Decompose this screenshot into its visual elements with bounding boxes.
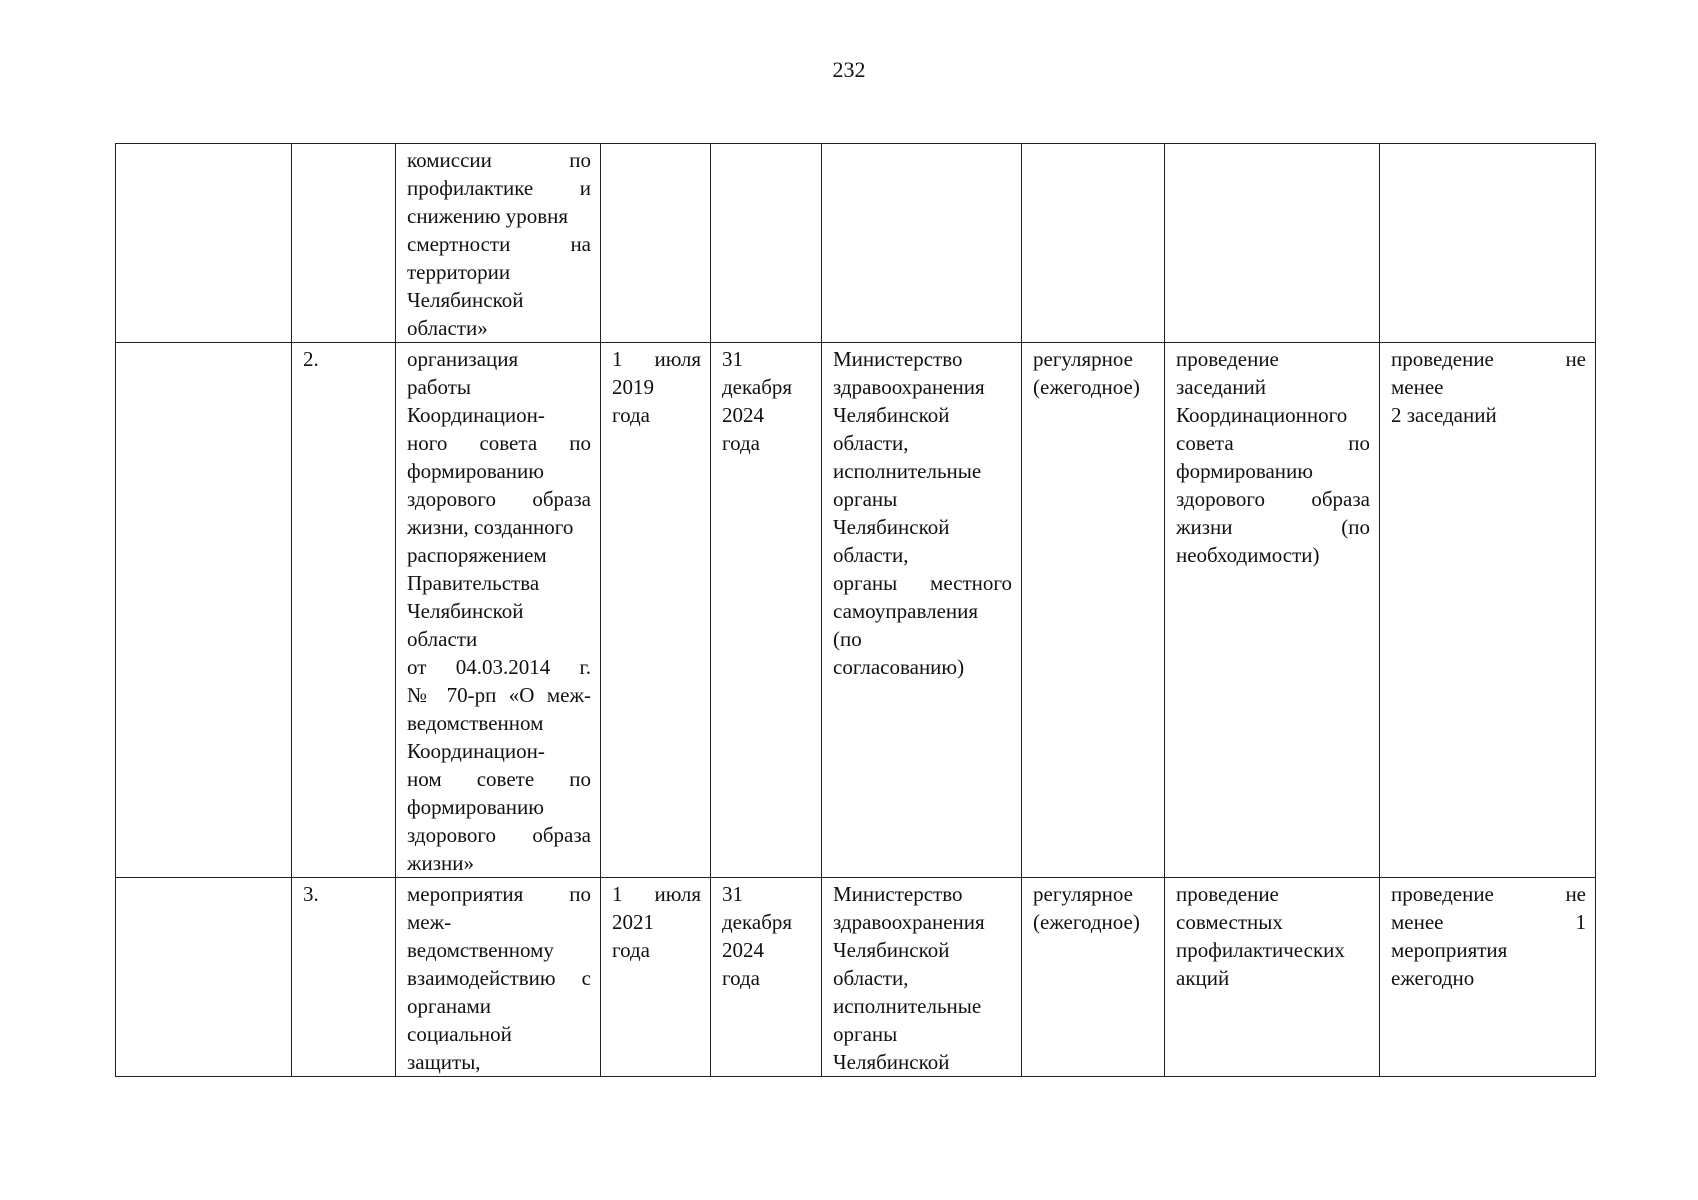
cell-text-line: года [722,431,760,455]
cell-text-line: ведомственному [407,938,554,962]
cell-text-line: 2019 [612,375,654,399]
table-row [116,343,1596,878]
cell-text-line: области, [833,431,909,455]
cell-text-line: проведение [1176,882,1279,906]
cell-text-line: распоряжением [407,543,547,567]
cell-periodicity [1022,343,1165,878]
cell-text-line: 31 [722,882,743,906]
cell-result [1165,343,1380,878]
cell-text-line: мероприятия [1391,938,1508,962]
cell-end-date [711,343,822,878]
cell-text-line: профилактике и [407,176,591,200]
cell-empty [116,878,292,1077]
cell-text-line: ного совета по [407,431,591,455]
cell-text-line: меж- [407,910,452,934]
cell-text-line: здорового образа [407,823,591,847]
cell-periodicity [1022,878,1165,1077]
cell-text-line: организация [407,347,519,371]
cell-text-line: органы [833,1022,898,1046]
cell-text-line: самоуправления [833,599,979,623]
cell-text-line: мероприятия по [407,882,591,906]
cell-text-line: декабря [722,910,793,934]
cell-text-line: социальной [407,1022,512,1046]
cell-text-line: Челябинской [833,515,950,539]
cell-end-date [711,878,822,1077]
cell-start-date [601,343,711,878]
cell-text-line: жизни, созданного [407,515,574,539]
cell-text-line: 2. [303,347,319,371]
cell-text-line: здравоохранения [833,910,985,934]
cell-empty [116,144,292,343]
cell-text-line: ведомственном [407,711,544,735]
cell-text-line: ном совете по [407,767,591,791]
cell-text-line: менее [1391,375,1444,399]
cell-text-line: 3. [303,882,319,906]
cell-text-line: жизни» [407,851,475,875]
cell-indicator [1380,144,1596,343]
cell-text-line: формированию [1176,459,1313,483]
cell-text-line: работы [407,375,472,399]
cell-number [292,343,396,878]
cell-text-line: 2 заседаний [1391,403,1497,427]
cell-text-line: совета по [1176,431,1370,455]
cell-text-line: регулярное [1033,347,1133,371]
cell-end-date [711,144,822,343]
cell-text-line: Челябинской [833,1050,950,1074]
cell-result [1165,144,1380,343]
cell-text-line: заседаний [1176,375,1266,399]
cell-text-line: Координацион- [407,739,545,763]
cell-text-line: года [722,966,760,990]
cell-text-line: смертности на [407,232,591,256]
cell-text-line: взаимодействию с [407,966,591,990]
cell-text-line: области, [833,543,909,567]
cell-text-line: комиссии по [407,148,591,172]
cell-text-line: органы местного [833,571,1012,595]
cell-indicator [1380,878,1596,1077]
cell-responsible [822,878,1022,1077]
cell-text-line: исполнительные [833,459,982,483]
cell-text-line: формированию [407,459,544,483]
cell-responsible [822,343,1022,878]
cell-text-line: согласованию) [833,655,965,679]
cell-text-line: исполнительные [833,994,982,1018]
cell-text-line: профилактических [1176,938,1345,962]
cell-text-line: защиты, [407,1050,481,1074]
cell-text-line: (ежегодное) [1033,910,1140,934]
cell-text-line: совместных [1176,910,1283,934]
cell-text-line: года [612,403,650,427]
cell-text-line: (ежегодное) [1033,375,1140,399]
cell-text-line: области [407,627,478,651]
cell-number [292,144,396,343]
cell-text-line: Координационного [1176,403,1348,427]
cell-text-line: формированию [407,795,544,819]
cell-text-line: Правительства [407,571,540,595]
cell-text-line: Министерство [833,347,963,371]
cell-text-line: области» [407,316,488,340]
cell-text-line: от 04.03.2014 г. [407,655,591,679]
cell-text-line: 1 июля [612,882,701,906]
cell-text-line: 2021 [612,910,654,934]
measures-table [115,143,1596,1077]
cell-text-line: территории [407,260,511,284]
cell-text-line: органами [407,994,492,1018]
cell-text-line: жизни (по [1176,515,1370,539]
cell-text-line: необходимости) [1176,543,1320,567]
cell-text-line: здорового образа [407,487,591,511]
cell-text-line: 2024 [722,403,764,427]
cell-result [1165,878,1380,1077]
cell-text-line: акций [1176,966,1230,990]
cell-text-line: декабря [722,375,793,399]
cell-activity [396,144,601,343]
cell-text-line: Челябинской [407,288,524,312]
cell-text-line: снижению уровня [407,204,569,228]
cell-text-line: проведение не [1391,882,1586,906]
cell-activity [396,878,601,1077]
table-row [116,878,1596,1077]
cell-text-line: № 70-рп «О меж- [407,683,591,707]
cell-start-date [601,878,711,1077]
cell-responsible [822,144,1022,343]
cell-text-line: 2024 [722,938,764,962]
cell-text-line: 31 [722,347,743,371]
cell-text-line: Координацион- [407,403,545,427]
cell-text-line: органы [833,487,898,511]
cell-empty [116,343,292,878]
cell-text-line: здравоохранения [833,375,985,399]
cell-periodicity [1022,144,1165,343]
cell-text-line: области, [833,966,909,990]
cell-text-line: (по [833,627,862,651]
cell-text-line: менее 1 [1391,910,1586,934]
cell-number [292,878,396,1077]
cell-text-line: Челябинской [833,403,950,427]
cell-indicator [1380,343,1596,878]
cell-text-line: регулярное [1033,882,1133,906]
cell-start-date [601,144,711,343]
cell-text-line: проведение не [1391,347,1586,371]
cell-text-line: года [612,938,650,962]
cell-activity [396,343,601,878]
cell-text-line: ежегодно [1391,966,1475,990]
table-row [116,144,1596,343]
cell-text-line: проведение [1176,347,1279,371]
cell-text-line: Министерство [833,882,963,906]
cell-text-line: здорового образа [1176,487,1370,511]
cell-text-line: Челябинской [833,938,950,962]
cell-text-line: 1 июля [612,347,701,371]
cell-text-line: Челябинской [407,599,524,623]
page-number: 232 [832,57,866,82]
